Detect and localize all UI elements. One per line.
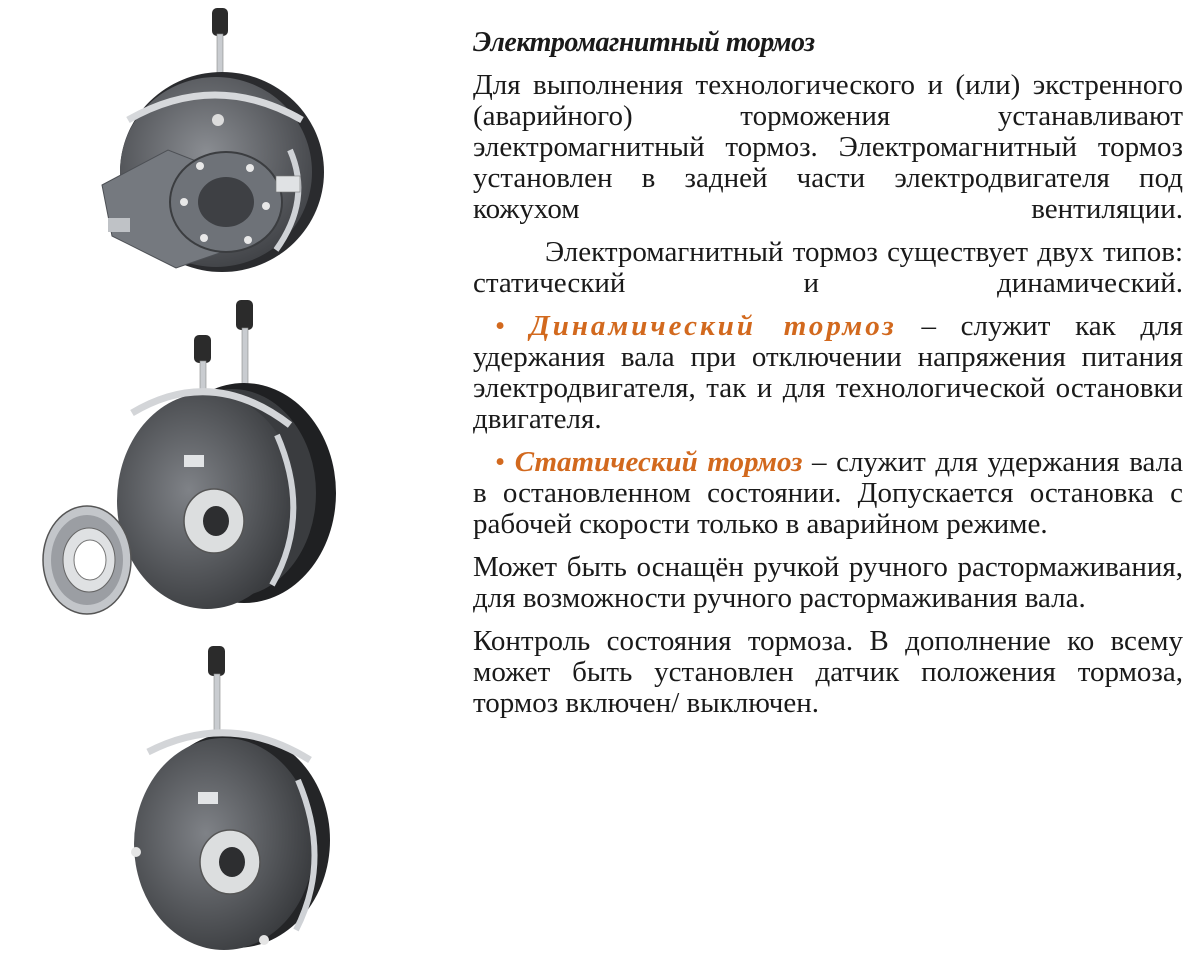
static-brake-item bbox=[473, 447, 1183, 540]
static-brake-label: Статический тормоз bbox=[514, 446, 803, 478]
bullet-icon: • bbox=[495, 446, 506, 478]
dynamic-brake-description: – служит как для удержания вала при отключении напряжения питания электродвигателя, так и для технологической остановки двигателя. bbox=[473, 310, 1183, 435]
section-title: Электромагнитный тормоз bbox=[473, 27, 815, 58]
brake-photo-middle bbox=[22, 295, 352, 625]
brake-photo-top bbox=[90, 0, 330, 290]
static-brake-description: – служит для удержания вала в остановленном состоянии. Допускается остановка с рабочей скорости только в аварийном режиме. bbox=[473, 446, 1183, 540]
control-paragraph: Контроль состояния тормоза. В дополнение ко всему может быть установлен датчик положения тормоза, тормоз включен/ выключен. bbox=[473, 625, 1183, 719]
text-column bbox=[473, 26, 1183, 731]
manual-release-paragraph: Может быть оснащён ручкой ручного растормаживания, для возможности ручного растормаживания вала. bbox=[473, 551, 1183, 614]
bullet-icon: • bbox=[495, 310, 506, 342]
types-paragraph: Электромагнитный тормоз существует двух типов: статический и динамический. bbox=[473, 236, 1183, 299]
photo-column bbox=[0, 0, 440, 968]
brake-photo-bottom bbox=[120, 640, 340, 960]
dynamic-brake-label: Динамический тормоз bbox=[529, 310, 897, 342]
dynamic-brake-item bbox=[473, 311, 1183, 435]
intro-paragraph: Для выполнения технологического и (или) экстренного (аварийного) торможения устанавливают электромагнитный тормоз. Электромагнитный тормоз установлен в задней части электродвигателя под кожухом вентиляции. bbox=[473, 69, 1183, 225]
